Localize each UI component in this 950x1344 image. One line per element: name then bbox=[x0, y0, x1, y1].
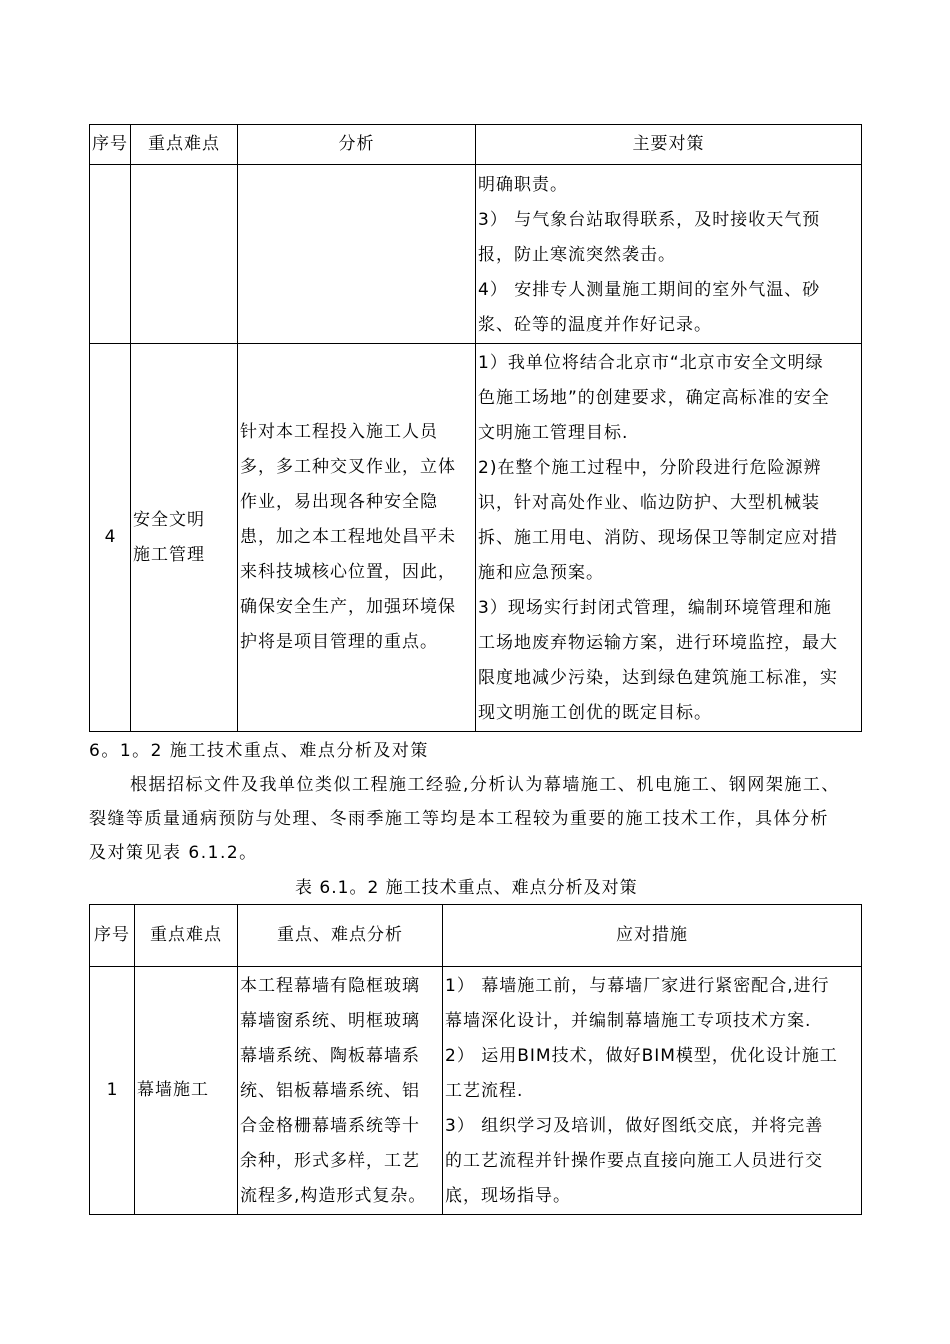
text-line: 流程多,构造形式复杂。 bbox=[240, 1186, 427, 1206]
table-header-row bbox=[90, 905, 862, 967]
header-analysis: 重点、难点分析 bbox=[238, 905, 443, 967]
text-line: 3） 组织学习及培训，做好图纸交底，并将完善 bbox=[445, 1116, 824, 1136]
text-line: 1）我单位将结合北京市“北京市安全文明绿 bbox=[478, 353, 824, 373]
text-line: 3） 与气象台站取得联系，及时接收天气预 bbox=[478, 210, 821, 230]
header-countermeasures: 应对措施 bbox=[443, 905, 862, 967]
text-line: 底，现场指导。 bbox=[445, 1186, 571, 1206]
text-line: 工艺流程. bbox=[445, 1081, 524, 1101]
table-row bbox=[90, 344, 862, 732]
topic-cell bbox=[131, 165, 238, 344]
header-analysis: 分析 bbox=[238, 125, 476, 165]
text-line: 浆、砼等的温度并作好记录。 bbox=[478, 315, 712, 335]
table-row bbox=[90, 165, 862, 344]
text-line: 幕墙系统、陶板幕墙系 bbox=[240, 1046, 420, 1066]
header-number: 序号 bbox=[90, 905, 135, 967]
topic-cell bbox=[135, 967, 238, 1215]
analysis-cell bbox=[238, 165, 476, 344]
table-header-row bbox=[90, 125, 862, 165]
header-main-measures: 主要对策 bbox=[476, 125, 862, 165]
text-line: 2)在整个施工过程中，分阶段进行危险源辨 bbox=[478, 458, 822, 478]
text-line: 安全文明 bbox=[133, 509, 205, 530]
text-line: 统、铝板幕墙系统、铝 bbox=[240, 1081, 420, 1101]
table-caption: 表 6.1。2 施工技术重点、难点分析及对策 bbox=[295, 878, 638, 898]
text-line: 针对本工程投入施工人员 bbox=[240, 422, 438, 442]
text-line: 合金格栅幕墙系统等十 bbox=[240, 1116, 420, 1136]
text-line: 识，针对高处作业、临边防护、大型机械装 bbox=[478, 493, 820, 513]
number-cell bbox=[90, 165, 131, 344]
text-line: 确保安全生产，加强环境保 bbox=[240, 597, 456, 617]
text-line: 施和应急预案。 bbox=[478, 563, 604, 583]
text-line: 作业，易出现各种安全隐 bbox=[240, 492, 438, 512]
paragraph-line: 裂缝等质量通病预防与处理、冬雨季施工等均是本工程较为重要的施工技术工作，具体分析 bbox=[89, 809, 829, 829]
header-key-difficulty: 重点难点 bbox=[135, 905, 238, 967]
text-line: 余种，形式多样，工艺 bbox=[240, 1151, 420, 1171]
text-line: 4） 安排专人测量施工期间的室外气温、砂 bbox=[478, 280, 821, 300]
text-line: 工场地废弃物运输方案，进行环境监控，最大 bbox=[478, 633, 838, 653]
section-heading: 6。1。2 施工技术重点、难点分析及对策 bbox=[89, 741, 429, 761]
text-line: 现文明施工创优的既定目标。 bbox=[478, 703, 712, 723]
text-line: 报，防止寒流突然袭击。 bbox=[478, 245, 676, 265]
text-line: 1） 幕墙施工前，与幕墙厂家进行紧密配合,进行 bbox=[445, 976, 830, 996]
technical-key-points-table bbox=[89, 904, 862, 1215]
text-line: 多，多工种交叉作业，立体 bbox=[240, 457, 456, 477]
text-line: 色施工场地”的创建要求，确定高标准的安全 bbox=[478, 388, 830, 408]
measures-cell bbox=[476, 165, 862, 344]
measures-cell bbox=[443, 967, 862, 1215]
text-line: 护将是项目管理的重点。 bbox=[240, 632, 438, 652]
text-line: 明确职责。 bbox=[478, 175, 568, 195]
text-line: 的工艺流程并针操作要点直接向施工人员进行交 bbox=[445, 1151, 823, 1171]
text-line: 幕墙深化设计，并编制幕墙施工专项技术方案. bbox=[445, 1011, 812, 1031]
text-line: 施工管理 bbox=[133, 544, 205, 565]
text-line: 3）现场实行封闭式管理，编制环境管理和施 bbox=[478, 598, 832, 618]
text-line: 幕墙窗系统、明框玻璃 bbox=[240, 1011, 420, 1031]
text-line: 拆、施工用电、消防、现场保卫等制定应对措 bbox=[478, 528, 838, 548]
number-cell: 4 bbox=[90, 344, 131, 732]
paragraph-line: 及对策见表 6.1.2。 bbox=[89, 843, 258, 863]
text-line: 来科技城核心位置，因此， bbox=[240, 562, 456, 582]
number-cell: 1 bbox=[90, 967, 135, 1215]
topic-cell bbox=[131, 344, 238, 732]
text-line: 文明施工管理目标. bbox=[478, 423, 629, 443]
text-line: 幕墙施工 bbox=[137, 1080, 209, 1100]
analysis-cell bbox=[238, 967, 443, 1215]
paragraph-line: 根据招标文件及我单位类似工程施工经验,分析认为幕墙施工、机电施工、钢网架施工、 bbox=[130, 775, 840, 795]
text-line: 2） 运用BIM技术，做好BIM模型，优化设计施工 bbox=[445, 1046, 838, 1066]
measures-cell bbox=[476, 344, 862, 732]
analysis-cell bbox=[238, 344, 476, 732]
text-line: 患，加之本工程地处昌平未 bbox=[240, 527, 456, 547]
text-line: 本工程幕墙有隐框玻璃 bbox=[240, 976, 420, 996]
table-row bbox=[90, 967, 862, 1215]
text-line: 限度地减少污染，达到绿色建筑施工标准，实 bbox=[478, 668, 838, 688]
header-key-difficulty: 重点难点 bbox=[131, 125, 238, 165]
key-points-table-continued bbox=[89, 124, 862, 732]
header-number: 序号 bbox=[90, 125, 131, 165]
